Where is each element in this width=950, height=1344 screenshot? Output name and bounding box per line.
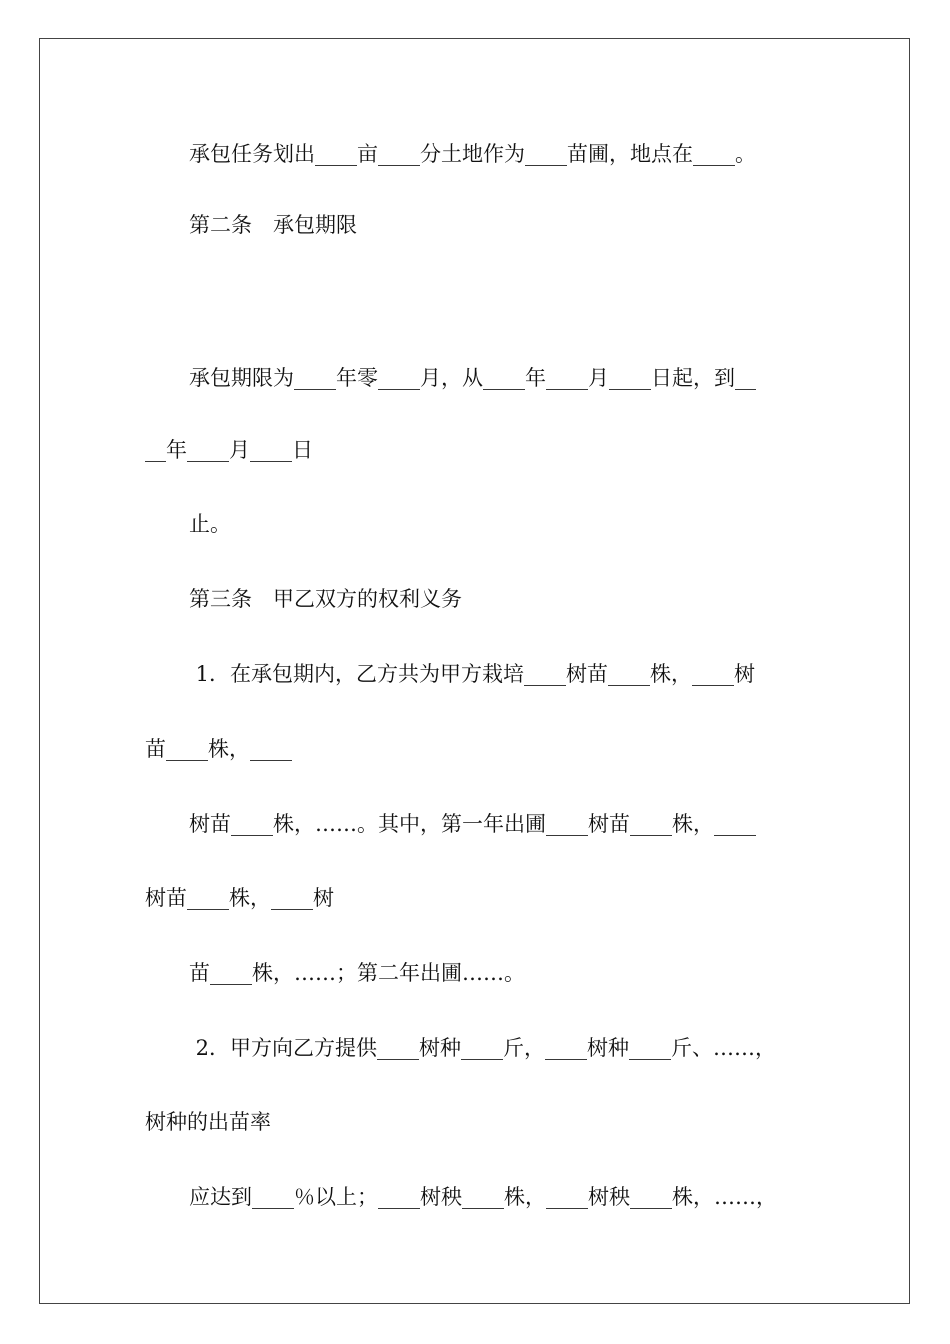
- text-line-item-1-seedlings: 树苗____株，……。其中，第一年出圃____树苗____株，____: [189, 812, 756, 836]
- text-line-item-1: 1．在承包期内，乙方共为甲方栽培____树苗____株，____树: [189, 662, 756, 686]
- text-line-item-1-second-year: 苗____株，……；第二年出圃……。: [189, 961, 525, 985]
- text-line-item-1-cont: 苗____株，____: [145, 737, 292, 761]
- text-line-term-cont: __年____月____日: [145, 438, 313, 462]
- text-line-item-1-seedlings-cont: 树苗____株，____树: [145, 886, 334, 910]
- text-line-term: 承包期限为____年零____月，从____年____月____日起，到__: [189, 366, 756, 390]
- text-line-task-area: 承包任务划出____亩____分土地作为____苗圃，地点在____。: [189, 142, 756, 166]
- text-line-term-end: 止。: [189, 512, 231, 536]
- text-line-item-2-rate: 应达到____％以上；____树秧____株，____树秧____株，……，: [189, 1185, 777, 1209]
- heading-article-2: 第二条 承包期限: [189, 213, 357, 237]
- text-line-item-2: 2．甲方向乙方提供____树种____斤，____树种____斤、……，: [189, 1036, 777, 1060]
- text-line-item-2-cont: 树种的出苗率: [145, 1110, 271, 1134]
- heading-article-3: 第三条 甲乙双方的权利义务: [189, 587, 462, 611]
